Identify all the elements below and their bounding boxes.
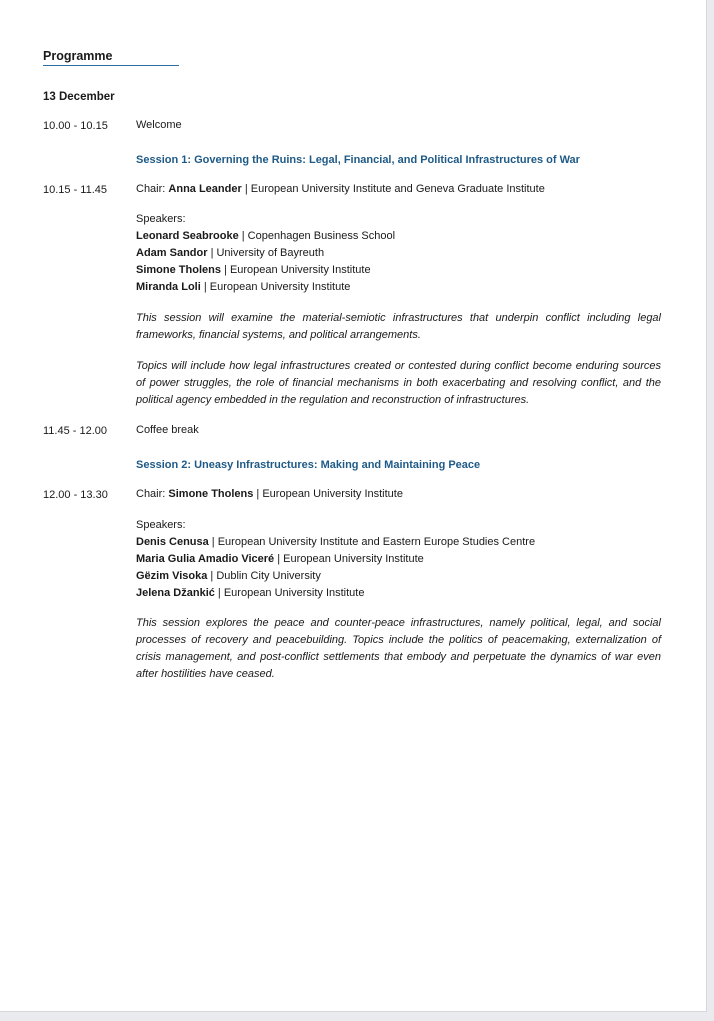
session-2-time: 12.00 - 13.30 <box>43 489 108 501</box>
session-2-title: Session 2: Uneasy Infrastructures: Making and Maintaining Peace <box>136 459 481 471</box>
welcome-label: Welcome <box>136 119 182 131</box>
chair-affiliation: | European University Institute and Geneva Graduate Institute <box>241 183 545 195</box>
speaker: Leonard Seabrooke | Copenhagen Business School <box>136 230 396 242</box>
session-2-speakers <box>136 517 535 602</box>
speaker: Miranda Loli | European University Institute <box>136 281 351 293</box>
chair-name: Anna Leander <box>168 183 242 195</box>
speaker: Simone Tholens | European University Institute <box>136 264 371 276</box>
speaker: Jelena Džankić | European University Institute <box>136 587 365 599</box>
session-1-time: 10.15 - 11.45 <box>43 184 108 196</box>
speaker: Denis Cenusa | European University Institute and Eastern Europe Studies Centre <box>136 536 536 548</box>
coffee-label: Coffee break <box>136 424 199 436</box>
chair-name: Simone Tholens <box>168 488 254 500</box>
session-2-chair <box>136 486 403 503</box>
speaker: Gëzim Visoka | Dublin City University <box>136 570 321 582</box>
speaker: Adam Sandor | University of Bayreuth <box>136 247 325 259</box>
session-2-description: This session explores the peace and counter-peace infrastructures, namely political, legal, and social processes of recovery and peacebuilding. Topics include the politics of peacemaking, externalization of crisis management, and post-conflict settlements that embody and perpetuate the dynamics of war even after hostilities have ceased. <box>136 617 661 680</box>
session-1-topics: Topics will include how legal infrastructures created or contested during conflict become enduring sources of power struggles, the role of financial mechanisms in both exacerbating and resolving conflict, and the political agency embedded in the regulation and reconstruction of infrastructures. <box>136 360 661 406</box>
speaker: Maria Gulia Amadio Viceré | European University Institute <box>136 553 424 565</box>
session-1-speakers <box>136 211 395 296</box>
chair-label: Chair: <box>136 183 169 195</box>
speakers-label: Speakers: <box>136 213 186 225</box>
speakers-label: Speakers: <box>136 519 186 531</box>
session-1-title: Session 1: Governing the Ruins: Legal, Financial, and Political Infrastructures of War <box>136 154 580 166</box>
session-1-description: This session will examine the material-semiotic infrastructures that underpin conflict including legal frameworks, financial systems, and political arrangements. <box>136 312 661 341</box>
page-title: Programme <box>43 49 113 63</box>
welcome-time: 10.00 - 10.15 <box>43 120 108 132</box>
chair-affiliation: | European University Institute <box>253 488 403 500</box>
coffee-time: 11.45 - 12.00 <box>43 425 108 437</box>
session-1-chair <box>136 181 545 198</box>
chair-label: Chair: <box>136 488 169 500</box>
programme-date: 13 December <box>43 91 115 103</box>
title-underline <box>43 65 179 66</box>
